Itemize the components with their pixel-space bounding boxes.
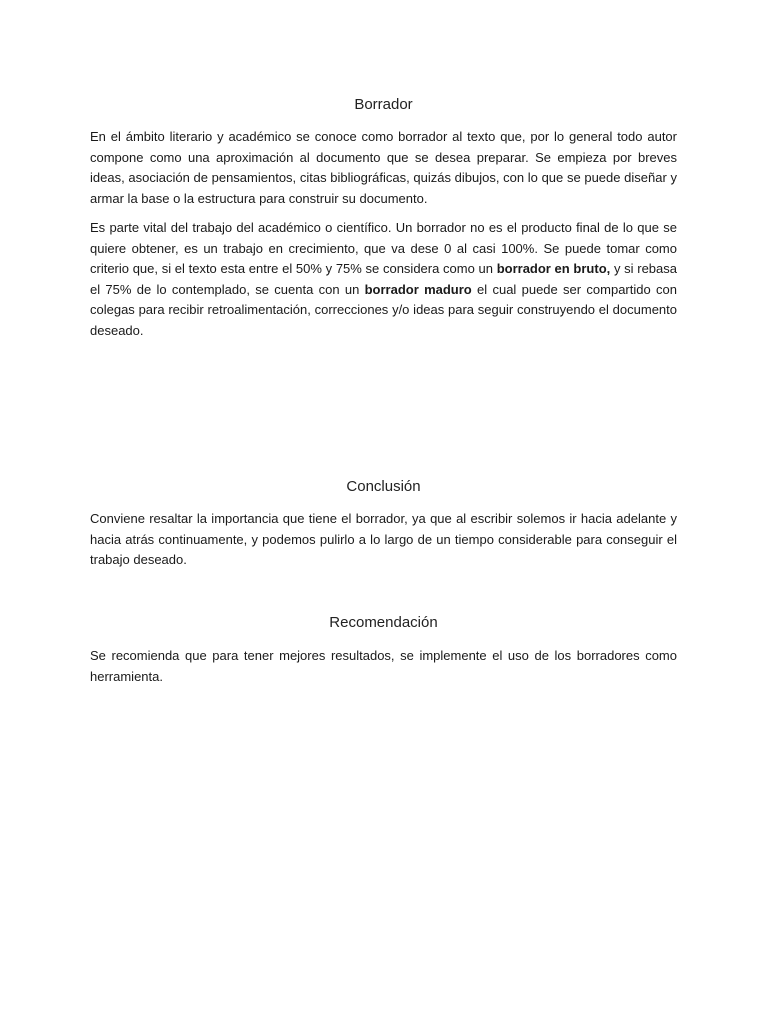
heading-conclusion: Conclusión (346, 478, 421, 495)
section-borrador (90, 95, 677, 341)
paragraph-recomendacion: Se recomienda que para tener mejores resultados, se implemente el uso de los borradores como herramienta. (90, 648, 677, 684)
text-run: el cual puede ser compartido con colegas para recibir retroalimentación, correcciones y/o ideas para seguir construyendo el documento deseado. (90, 281, 677, 338)
bold-term-borrador-en-bruto: borrador en bruto, (496, 261, 611, 276)
bold-term-borrador-maduro: borrador maduro (364, 281, 472, 297)
text-run: y si rebasa el 75% de lo contemplado, se cuenta con un (90, 261, 677, 297)
paragraph-borrador-definition: En el ámbito literario y académico se conoce como borrador al texto que, por lo general todo autor compone como una aproximación al documento que se desea preparar. Se empieza por breves ideas, asociación de pensamientos, citas bibliográficas, quizás dibujos, con lo que se puede diseñar y armar la base o la estructura para construir su documento. (90, 129, 677, 206)
paragraph-conclusion: Conviene resaltar la importancia que tiene el borrador, ya que al escribir solemos ir hacia adelante y hacia atrás continuamente, y podemos pulirlo a lo largo de un tiempo considerable para conseguir el trabajo deseado. (90, 511, 677, 567)
paragraph-borrador-stages (90, 218, 677, 341)
heading-borrador: Borrador (354, 96, 413, 113)
section-conclusion (90, 477, 677, 571)
section-recomendacion (90, 613, 677, 687)
text-run: Es parte vital del trabajo del académico o científico. Un borrador no es el producto final de lo que se quiere obtener, es un trabajo en crecimiento, que va dese 0 al casi 100%. Se puede tomar como criterio que, si el texto esta entre el 50% y 75% se considera como un (90, 220, 677, 276)
heading-recomendacion: Recomendación (329, 614, 438, 631)
